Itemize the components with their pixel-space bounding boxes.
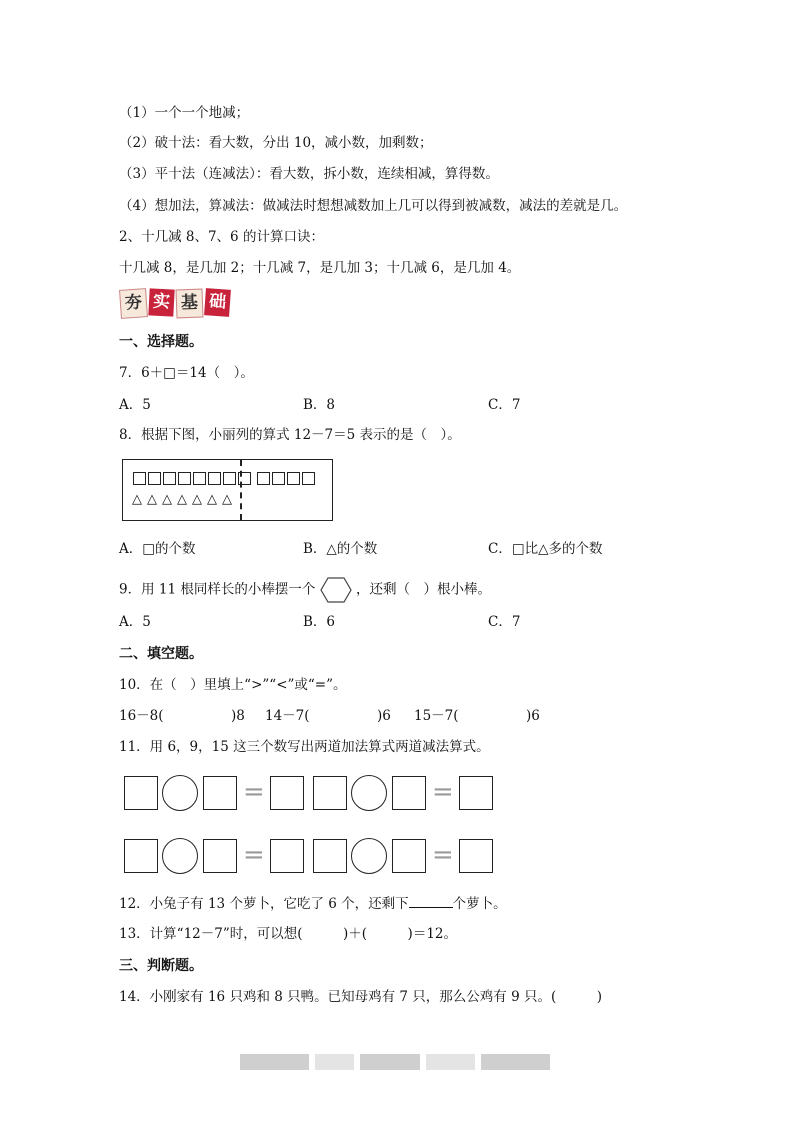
- question-12: [119, 893, 507, 913]
- blurred-footer: [240, 1054, 556, 1070]
- q10-expr-1: 16－8( )8: [119, 708, 245, 724]
- q9-stem-b: ，还剩（ ）根小棒。: [355, 581, 491, 598]
- square-shape: [208, 472, 221, 485]
- equals-sign: =: [432, 777, 454, 807]
- triangle-shape: △: [207, 492, 217, 507]
- answer-box[interactable]: [459, 776, 493, 810]
- method-2: （2）破十法：看大数，分出 10，减小数，加剩数；: [119, 135, 433, 151]
- equals-sign: =: [243, 777, 265, 807]
- question-10: 10．在（ ）里填上“>”“<”或“=”。: [119, 677, 347, 693]
- q9-option-b: B．6: [303, 614, 336, 630]
- answer-box[interactable]: [270, 839, 304, 873]
- square-shape: [302, 472, 315, 485]
- q12-stem-a: 12．小兔子有 13 个萝卜，它吃了 6 个，还剩下: [119, 896, 409, 912]
- q8-option-c: C．□比△多的个数: [488, 541, 603, 557]
- rule-title: 2、十几减 8、7、6 的计算口诀：: [119, 229, 324, 245]
- operator-circle[interactable]: [351, 775, 387, 811]
- banner-char: 实: [148, 288, 174, 316]
- square-shape: [257, 472, 270, 485]
- q9-stem-a: 9．用 11 根同样长的小棒摆一个: [119, 581, 316, 598]
- q8-option-b: B．△的个数: [303, 541, 378, 557]
- method-3: （3）平十法（连减法）：看大数，拆小数，连续相减，算得数。: [119, 166, 499, 182]
- square-shape: [287, 472, 300, 485]
- operator-circle[interactable]: [162, 775, 198, 811]
- triangle-shape: △: [192, 492, 202, 507]
- triangle-shape: △: [147, 492, 157, 507]
- rule-text: 十几减 8，是几加 2；十几减 7，是几加 3；十几减 6，是几加 4。: [119, 260, 521, 276]
- q7-option-b: B．8: [303, 397, 336, 413]
- triangle-shape: △: [177, 492, 187, 507]
- answer-box[interactable]: [313, 776, 347, 810]
- triangle-shape: △: [132, 492, 142, 507]
- answer-box[interactable]: [203, 776, 237, 810]
- question-9: [119, 577, 491, 603]
- banner-char: 夯: [119, 288, 148, 319]
- answer-box[interactable]: [124, 776, 158, 810]
- answer-box[interactable]: [313, 839, 347, 873]
- triangle-shape: △: [162, 492, 172, 507]
- squares-triangles-figure: [122, 459, 333, 521]
- section-3-title: 三、判断题。: [119, 958, 203, 974]
- q10-expr-2: 14－7( )6: [265, 708, 391, 724]
- q7-option-a: A．5: [119, 397, 151, 413]
- equals-sign: =: [432, 840, 454, 870]
- section-2-title: 二、填空题。: [119, 646, 203, 662]
- banner-char: 基: [176, 289, 204, 319]
- square-shape: [193, 472, 206, 485]
- method-1: （1）一个一个地减；: [119, 105, 250, 121]
- square-shape: [223, 472, 236, 485]
- answer-box[interactable]: [203, 839, 237, 873]
- operator-circle[interactable]: [162, 838, 198, 874]
- square-shape: [163, 472, 176, 485]
- answer-box[interactable]: [270, 776, 304, 810]
- question-13: 13．计算“12－7”时，可以想( )＋( )＝12。: [119, 926, 457, 942]
- triangle-shape: △: [222, 492, 232, 507]
- answer-box[interactable]: [459, 839, 493, 873]
- equals-sign: =: [243, 840, 265, 870]
- square-shape: [133, 472, 146, 485]
- square-shape: [272, 472, 285, 485]
- q8-option-a: A．□的个数: [119, 541, 196, 557]
- dashed-divider: [240, 460, 242, 520]
- section-1-title: 一、选择题。: [119, 334, 203, 350]
- q12-stem-b: 个萝卜。: [452, 896, 507, 912]
- square-shape: [148, 472, 161, 485]
- q9-option-a: A．5: [119, 614, 151, 630]
- answer-box[interactable]: [392, 839, 426, 873]
- section-banner: [120, 289, 232, 319]
- question-8: 8．根据下图，小丽列的算式 12－7＝5 表示的是（ ）。: [119, 427, 461, 443]
- q12-answer-blank[interactable]: [409, 893, 453, 908]
- answer-box[interactable]: [124, 839, 158, 873]
- answer-box[interactable]: [392, 776, 426, 810]
- q10-expr-3: 15－7( )6: [414, 708, 540, 724]
- question-11: 11．用 6，9，15 这三个数写出两道加法算式两道减法算式。: [119, 739, 490, 755]
- operator-circle[interactable]: [351, 838, 387, 874]
- question-7: 7．6＋□＝14（ ）。: [119, 365, 254, 381]
- q7-option-c: C．7: [488, 397, 521, 413]
- banner-char: 础: [204, 288, 231, 317]
- hexagon-icon: [320, 577, 352, 603]
- square-shape: [178, 472, 191, 485]
- method-4: （4）想加法，算减法：做减法时想想减数加上几可以得到被减数，减法的差就是几。: [119, 198, 628, 214]
- q9-option-c: C．7: [488, 614, 521, 630]
- question-14: 14．小刚家有 16 只鸡和 8 只鸭。已知母鸡有 7 只，那么公鸡有 9 只。( ): [119, 989, 602, 1005]
